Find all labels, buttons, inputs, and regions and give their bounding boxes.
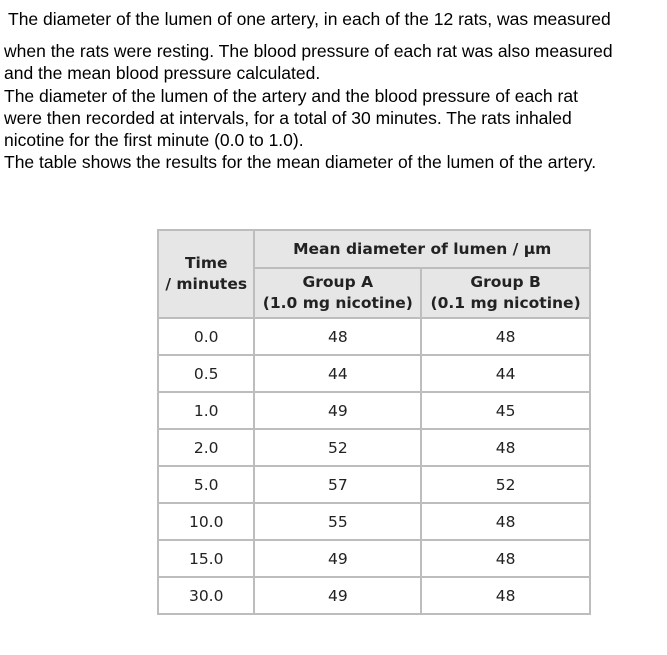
group-header: Mean diameter of lumen / µm — [254, 230, 590, 268]
table-row — [158, 466, 590, 503]
time-cell: 1.0 — [158, 392, 254, 429]
time-cell: 15.0 — [158, 540, 254, 577]
time-header-line2: / minutes — [165, 275, 248, 293]
group-a-cell: 49 — [254, 540, 421, 577]
group-b-cell: 44 — [421, 355, 590, 392]
intro-line: when the rats were resting. The blood pressure of each rat was also measured — [4, 41, 613, 61]
group-b-cell: 52 — [421, 466, 590, 503]
group-a-cell: 48 — [254, 318, 421, 355]
group-a-cell: 49 — [254, 392, 421, 429]
table-row — [158, 318, 590, 355]
group-a-name: Group A — [302, 273, 374, 291]
time-cell: 2.0 — [158, 429, 254, 466]
table-row — [158, 577, 590, 614]
group-b-cell: 48 — [421, 540, 590, 577]
time-header-line1: Time — [184, 254, 228, 272]
group-a-cell: 55 — [254, 503, 421, 540]
table-row — [158, 503, 590, 540]
group-a-header — [254, 268, 421, 318]
time-cell: 0.0 — [158, 318, 254, 355]
time-cell: 0.5 — [158, 355, 254, 392]
table-row — [158, 429, 590, 466]
table-row — [158, 540, 590, 577]
time-cell: 30.0 — [158, 577, 254, 614]
intro-line: The table shows the results for the mean diameter of the lumen of the artery. — [4, 152, 597, 172]
intro-line: were then recorded at intervals, for a total of 30 minutes. The rats inhaled — [4, 108, 572, 128]
time-column-header — [158, 230, 254, 318]
group-b-cell: 48 — [421, 577, 590, 614]
group-b-cell: 48 — [421, 503, 590, 540]
group-a-cell: 49 — [254, 577, 421, 614]
group-a-cell: 44 — [254, 355, 421, 392]
intro-line: and the mean blood pressure calculated. — [4, 63, 321, 83]
results-table — [157, 229, 591, 615]
time-cell: 5.0 — [158, 466, 254, 503]
group-b-cell: 48 — [421, 318, 590, 355]
group-a-cell: 57 — [254, 466, 421, 503]
group-b-cell: 45 — [421, 392, 590, 429]
time-cell: 10.0 — [158, 503, 254, 540]
group-b-cell: 48 — [421, 429, 590, 466]
intro-line: The diameter of the lumen of one artery, in each of the 12 rats, was measured — [8, 9, 611, 29]
group-b-dose: (0.1 mg nicotine) — [430, 294, 581, 312]
group-a-cell: 52 — [254, 429, 421, 466]
table-row — [158, 392, 590, 429]
group-b-name: Group B — [470, 273, 541, 291]
group-b-header — [421, 268, 590, 318]
intro-line: nicotine for the first minute (0.0 to 1.0). — [4, 130, 304, 150]
intro-line: The diameter of the lumen of the artery and the blood pressure of each rat — [4, 86, 578, 106]
group-a-dose: (1.0 mg nicotine) — [262, 294, 413, 312]
table-row — [158, 355, 590, 392]
